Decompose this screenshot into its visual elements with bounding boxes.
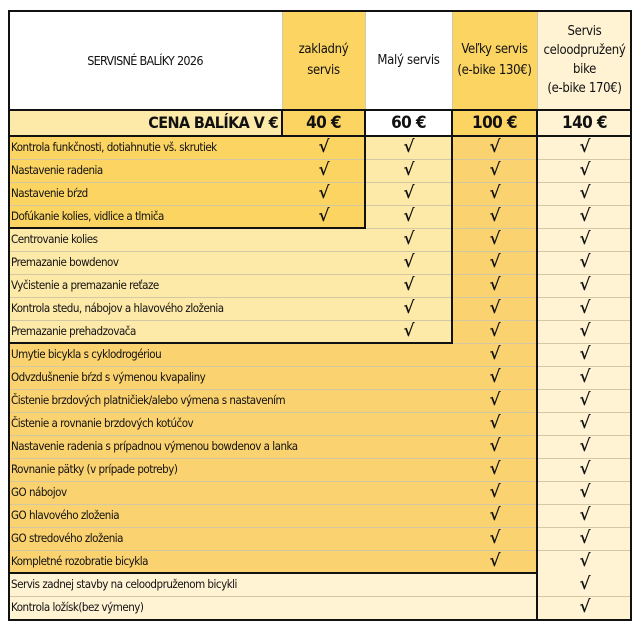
table-row: [0, 251, 639, 274]
check-icon: √: [579, 367, 591, 387]
service-label: GO hlavového zloženia: [11, 508, 120, 522]
column-header-basic-line1: zakladný: [298, 42, 349, 57]
table-row: [0, 228, 639, 251]
check-icon: √: [489, 183, 501, 203]
check-icon: √: [489, 390, 501, 410]
column-header-basic: [282, 10, 365, 110]
table-row: [0, 320, 639, 343]
check-icon: √: [579, 390, 591, 410]
check-icon: √: [489, 275, 501, 295]
table-row: [0, 435, 639, 458]
service-label: Servis zadnej stavby na celoodpruženom bicykli: [11, 577, 237, 591]
column-header-full-line1: Servis: [567, 24, 602, 39]
table-row: [0, 343, 639, 366]
column-header-small: [365, 10, 452, 110]
service-label: Umytie bicykla s cyklodrogériou: [11, 347, 162, 361]
table-title: SERVISNÉ BALÍKY 2026: [87, 52, 203, 68]
check-icon: √: [489, 367, 501, 387]
check-icon: √: [579, 183, 591, 203]
table-row: [0, 458, 639, 481]
service-label: Dofúkanie kolies, vidlice a tlmiča: [11, 209, 164, 223]
service-label: GO stredového zloženia: [11, 531, 124, 545]
price-full: 140 €: [562, 113, 607, 133]
service-label: Premazanie bowdenov: [11, 255, 119, 269]
table-row: [0, 481, 639, 504]
check-icon: √: [579, 275, 591, 295]
check-icon: √: [579, 137, 591, 157]
check-icon: √: [403, 160, 415, 180]
service-label: Kontrola stedu, nábojov a hlavového zloženia: [11, 301, 224, 315]
check-icon: √: [318, 160, 330, 180]
service-label: Nastavenie radenia s prípadnou výmenou bowdenov a lanka: [11, 439, 298, 453]
column-header-full-line4: (e-bike 170€): [547, 81, 622, 96]
check-icon: √: [579, 206, 591, 226]
check-icon: √: [403, 137, 415, 157]
check-icon: √: [579, 160, 591, 180]
service-label: Premazanie prehadzovača: [11, 324, 136, 338]
check-icon: √: [318, 137, 330, 157]
check-icon: √: [489, 137, 501, 157]
check-icon: √: [318, 206, 330, 226]
check-icon: √: [579, 597, 591, 617]
check-icon: √: [489, 505, 501, 525]
table-row: [0, 159, 639, 182]
check-icon: √: [579, 574, 591, 594]
price-basic: 40 €: [306, 113, 341, 133]
price-large: 100 €: [472, 113, 517, 133]
column-header-large: [452, 10, 537, 110]
check-icon: √: [579, 413, 591, 433]
column-header-full-line3: bike: [573, 62, 596, 77]
check-icon: √: [403, 321, 415, 341]
column-header-full-suspension: [537, 10, 632, 110]
service-label: Nastavenie bŕzd: [11, 186, 88, 200]
column-header-full-line2: celoodpružený: [543, 43, 626, 58]
check-icon: √: [489, 160, 501, 180]
table-row: [0, 573, 639, 596]
table-row: [0, 366, 639, 389]
service-label: GO nábojov: [11, 485, 67, 499]
check-icon: √: [489, 413, 501, 433]
service-label: Rovnanie pätky (v prípade potreby): [11, 462, 178, 476]
service-label: Centrovanie kolies: [11, 232, 98, 246]
service-label: Čistenie brzdových platničiek/alebo výmena s nastavením: [11, 393, 286, 407]
check-icon: √: [403, 183, 415, 203]
check-icon: √: [579, 528, 591, 548]
price-small: 60 €: [391, 113, 426, 133]
check-icon: √: [579, 298, 591, 318]
check-icon: √: [489, 482, 501, 502]
check-icon: √: [579, 344, 591, 364]
service-label: Čistenie a rovnanie brzdových kotúčov: [11, 416, 194, 430]
check-icon: √: [489, 206, 501, 226]
column-header-large-line1: Veľky servis: [461, 42, 528, 57]
check-icon: √: [403, 206, 415, 226]
price-label: CENA BALÍKA V €: [148, 113, 278, 132]
check-icon: √: [403, 252, 415, 272]
table-row: [0, 389, 639, 412]
table-row: [0, 274, 639, 297]
service-label: Kompletné rozobratie bicykla: [11, 554, 148, 568]
table-row: [0, 205, 639, 228]
check-icon: √: [489, 528, 501, 548]
service-label: Kontrola funkčnosti, dotiahnutie vš. skrutiek: [11, 140, 217, 154]
check-icon: √: [579, 482, 591, 502]
check-icon: √: [579, 459, 591, 479]
check-icon: √: [403, 298, 415, 318]
service-label: Odvzdušnenie bŕzd s výmenou kvapaliny: [11, 370, 206, 384]
check-icon: √: [579, 505, 591, 525]
check-icon: √: [489, 252, 501, 272]
table-row: [0, 412, 639, 435]
check-icon: √: [403, 229, 415, 249]
check-icon: √: [489, 551, 501, 571]
service-label: Vyčistenie a premazanie reťaze: [11, 278, 159, 292]
check-icon: √: [579, 252, 591, 272]
check-icon: √: [579, 436, 591, 456]
check-icon: √: [318, 183, 330, 203]
check-icon: √: [579, 551, 591, 571]
check-icon: √: [489, 459, 501, 479]
table-row: [0, 182, 639, 205]
table-row: [0, 136, 639, 159]
check-icon: √: [403, 275, 415, 295]
check-icon: √: [489, 229, 501, 249]
table-row: [0, 504, 639, 527]
column-header-large-line2: (e-bike 130€): [457, 63, 532, 78]
table-row: [0, 550, 639, 573]
column-header-basic-line2: servis: [307, 63, 340, 78]
service-label: Kontrola ložísk(bez výmeny): [11, 600, 144, 614]
check-icon: √: [579, 229, 591, 249]
table-row: [0, 297, 639, 320]
service-label: Nastavenie radenia: [11, 163, 103, 177]
check-icon: √: [579, 321, 591, 341]
check-icon: √: [489, 321, 501, 341]
check-icon: √: [489, 436, 501, 456]
check-icon: √: [489, 298, 501, 318]
table-row: [0, 527, 639, 550]
table-row: [0, 596, 639, 619]
check-icon: √: [489, 344, 501, 364]
column-header-small-line1: Malý servis: [377, 52, 440, 68]
